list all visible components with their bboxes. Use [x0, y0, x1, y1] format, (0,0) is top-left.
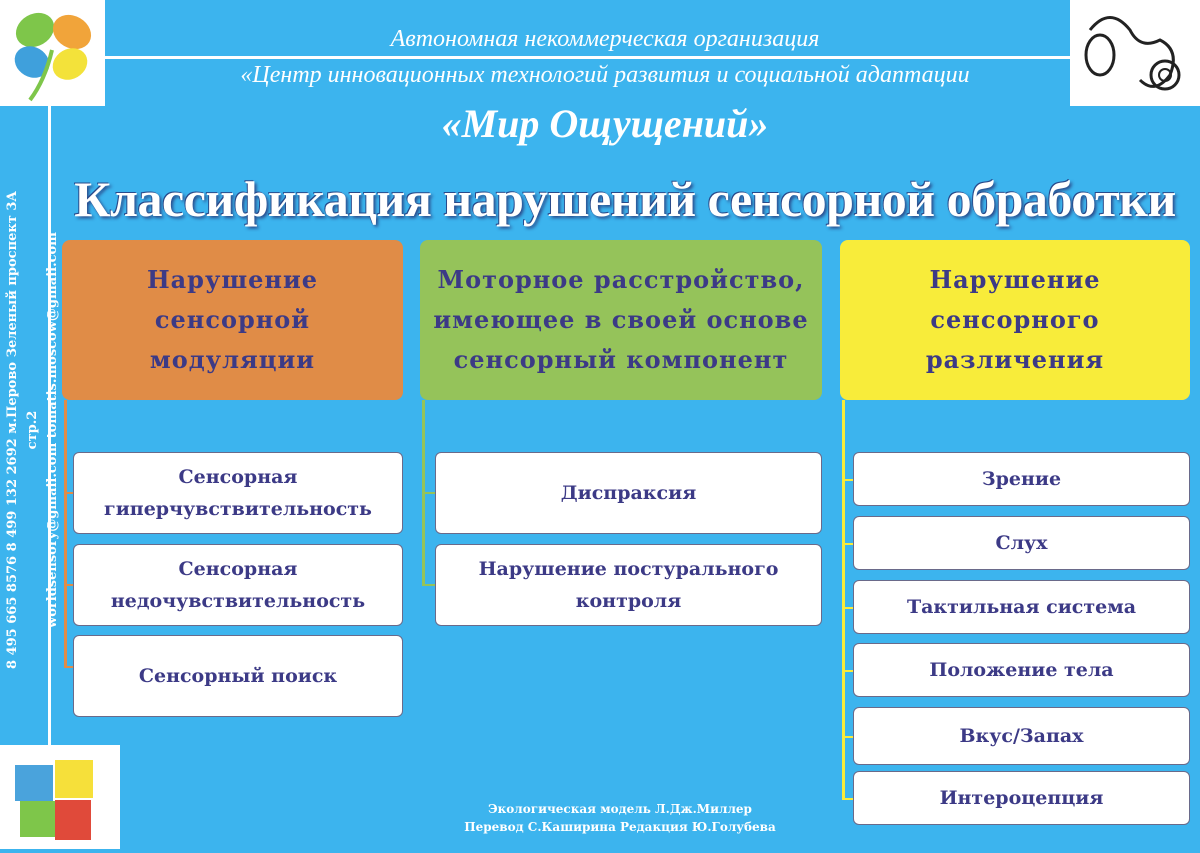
footer-translation: Перевод С.Каширина Редакция Ю.Голубева: [464, 820, 776, 834]
cubes-icon: [0, 745, 120, 849]
cubes-image-box: [0, 745, 120, 849]
connector-line: [842, 400, 845, 800]
item-postural-control: Нарушение постурального контроля: [435, 544, 822, 626]
org-line-2: «Центр инновационных технологий развития и социальной адаптации: [240, 62, 970, 88]
item-tactile: Тактильная система: [853, 580, 1190, 634]
item-vision: Зрение: [853, 452, 1190, 506]
item-taste-smell: Вкус/Запах: [853, 707, 1190, 765]
item-hyposensitivity: Сенсорная недочувствительность: [73, 544, 403, 626]
connector-line: [422, 584, 435, 586]
item-sensory-seeking: Сенсорный поиск: [73, 635, 403, 717]
item-interoception: Интероцепция: [853, 771, 1190, 825]
brand-name: «Мир Ощущений»: [441, 101, 769, 146]
connector-line: [842, 479, 853, 481]
connector-line: [64, 400, 67, 668]
connector-line: [842, 798, 853, 800]
footer-model: Экологическая модель Л.Дж.Миллер: [488, 802, 752, 816]
category-sensory-based-motor-disorder: Моторное расстройство, имеющее в своей основе сенсорный компонент: [420, 240, 822, 400]
connector-line: [64, 492, 73, 494]
connector-line: [422, 492, 435, 494]
item-dyspraxia: Диспраксия: [435, 452, 822, 534]
item-hearing: Слух: [853, 516, 1190, 570]
org-line-1: Автономная некоммерческая организация: [390, 26, 820, 52]
inner-ear-icon: [1070, 0, 1200, 106]
connector-line: [842, 670, 853, 672]
header-divider: [105, 56, 1070, 59]
clover-logo-icon: [0, 0, 105, 106]
contact-emails: worldsensory@gmail.com tomatis.moscow@gmail.com: [45, 232, 60, 628]
logo-box: [0, 0, 105, 106]
connector-line: [64, 666, 73, 668]
connector-line: [842, 736, 853, 738]
footer-credits: [440, 800, 800, 836]
connector-line: [842, 543, 853, 545]
item-hypersensitivity: Сенсорная гиперчувствительность: [73, 452, 403, 534]
contacts: [0, 180, 60, 680]
category-sensory-discrimination: Нарушение сенсорного различения: [840, 240, 1190, 400]
page-title: Классификация нарушений сенсорной обработки: [74, 171, 1176, 227]
category-sensory-modulation: Нарушение сенсорной модуляции: [62, 240, 403, 400]
contact-phones-address: 8 495 665 8576 8 499 132 2692 м.Перово Зеленый проспект 3А стр.2: [5, 191, 40, 669]
connector-line: [64, 584, 73, 586]
connector-line: [842, 607, 853, 609]
item-body-position: Положение тела: [853, 643, 1190, 697]
ear-image-box: [1070, 0, 1200, 106]
